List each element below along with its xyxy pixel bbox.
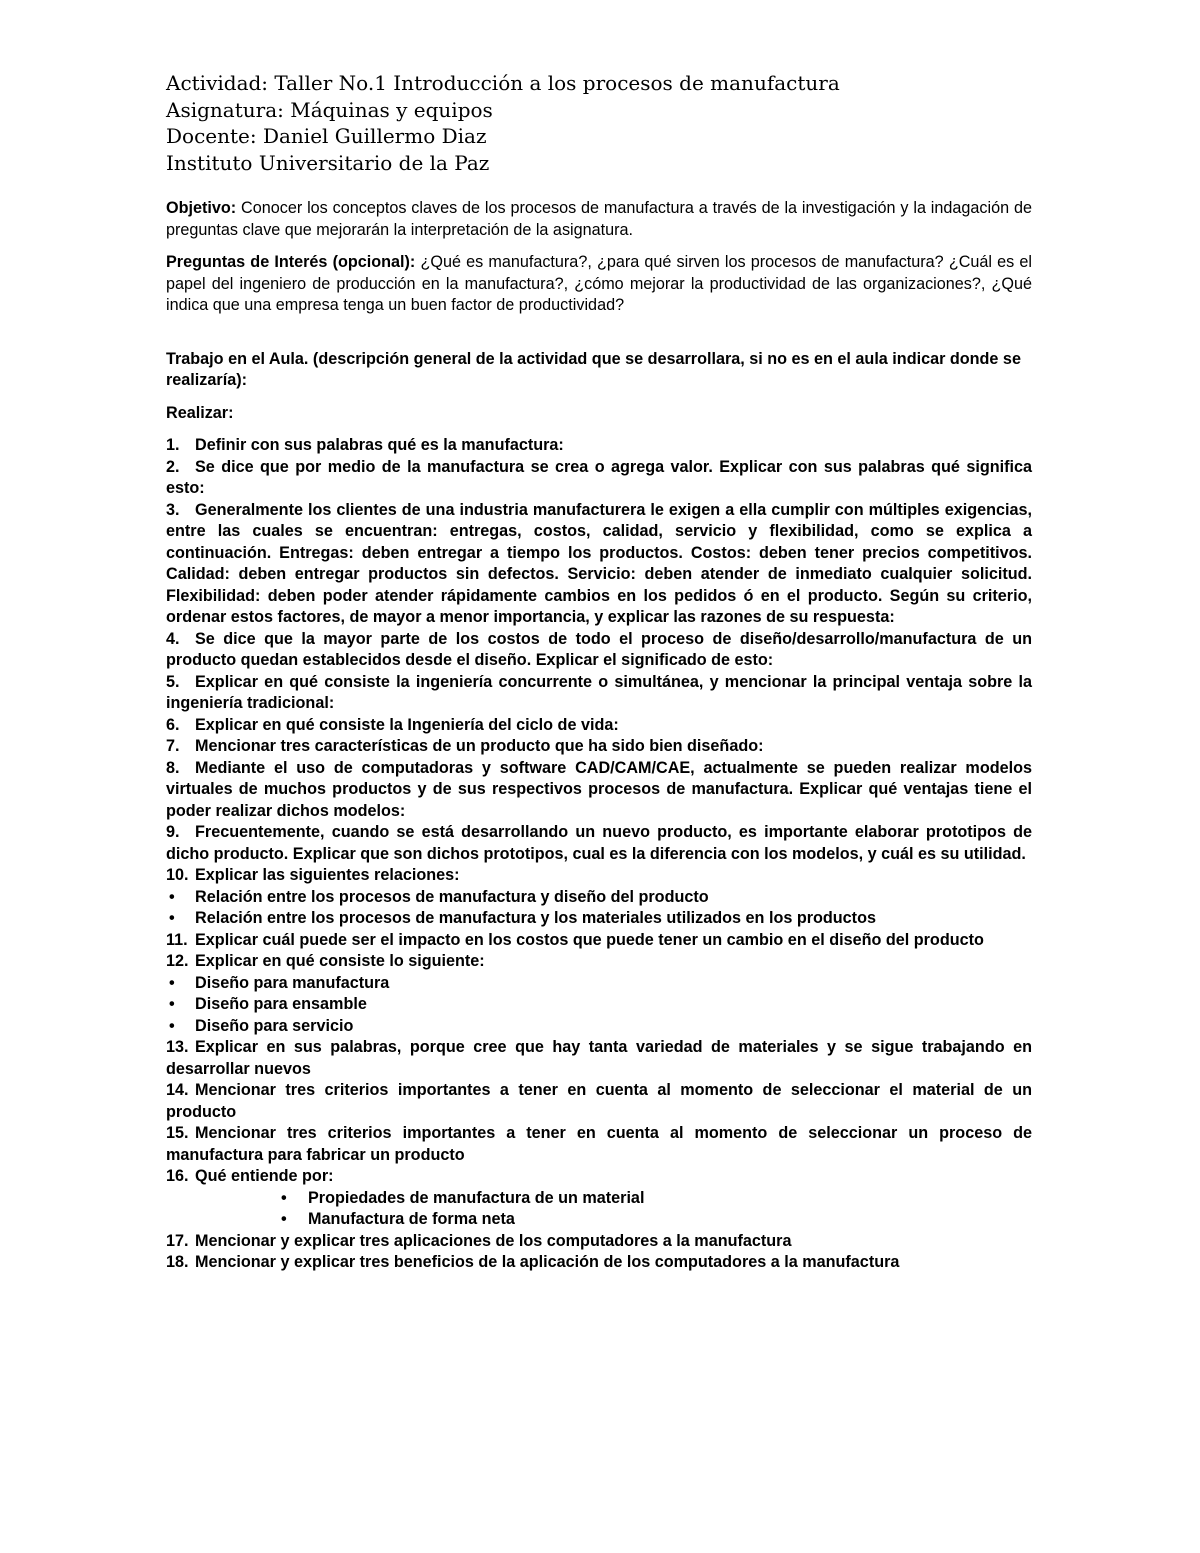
preguntas-label: Preguntas de Interés (opcional):: [166, 253, 416, 271]
question-number: 9.: [166, 823, 180, 841]
question-number: 6.: [166, 715, 180, 734]
question-text: Explicar cuál puede ser el impacto en los costos que puede tener un cambio en el diseño del producto: [195, 930, 984, 949]
question-number: 13.: [166, 1038, 189, 1056]
question-item: [166, 865, 1032, 887]
question-item: [166, 435, 1032, 457]
actividad-line: Actividad: Taller No.1 Introducción a los procesos de manufactura: [166, 71, 840, 95]
question-number: 14.: [166, 1081, 189, 1099]
document-header: [166, 70, 1032, 176]
question-item: [166, 822, 1032, 865]
question-text: Mediante el uso de computadoras y software CAD/CAM/CAE, actualmente se pueden realizar modelos virtuales de muchos productos y de sus respectivos procesos de manufactura. Explicar qué ventajas tiene el poder realizar dichos modelos:: [166, 758, 1032, 820]
question-item: [166, 457, 1032, 500]
realizar-heading: Realizar:: [166, 403, 234, 422]
question-number: 15.: [166, 1124, 189, 1142]
question-text: Explicar las siguientes relaciones:: [195, 866, 460, 884]
bullet-item: • Relación entre los procesos de manufactura y los materiales utilizados en los productos: [166, 908, 1032, 930]
question-item: [166, 1037, 1032, 1080]
question-number: 18.: [166, 1253, 189, 1271]
question-text: Se dice que la mayor parte de los costos de todo el proceso de diseño/desarrollo/manufactura de un producto quedan establecidos desde el diseño. Explicar el significado de esto:: [166, 629, 1032, 669]
question-item: [166, 1166, 1032, 1188]
question-item: [166, 1080, 1032, 1123]
objetivo-text: Conocer los conceptos claves de los procesos de manufactura a través de la investigación y la indagación de preguntas clave que mejorarán la interpretación de la asignatura.: [166, 199, 1032, 239]
question-text: Explicar en qué consiste lo siguiente:: [195, 952, 485, 970]
bullet-list: [166, 887, 1032, 930]
instituto-line: Instituto Universitario de la Paz: [166, 150, 490, 175]
question-number: 4.: [166, 629, 180, 648]
objetivo-paragraph: [166, 198, 1032, 241]
question-item: [166, 500, 1032, 629]
question-number: 7.: [166, 737, 180, 755]
bullet-list: [166, 1188, 1032, 1231]
bullet-item: • Diseño para ensamble: [166, 994, 1032, 1016]
question-text: Frecuentemente, cuando se está desarrollando un nuevo producto, es importante elaborar prototipos de dicho producto. Explicar que son dichos prototipos, cual es la diferencia con los modelos, y cuál es su utilidad.: [166, 823, 1032, 863]
question-number: 3.: [166, 500, 180, 519]
question-item: [166, 672, 1032, 715]
question-item: [166, 715, 1032, 737]
question-item: [166, 1123, 1032, 1166]
document-page: [166, 70, 1032, 1274]
question-text: Mencionar y explicar tres beneficios de la aplicación de los computadores a la manufactura: [195, 1253, 900, 1271]
bullet-item: • Manufactura de forma neta: [166, 1209, 1032, 1231]
question-number: 2.: [166, 457, 180, 476]
question-number: 12.: [166, 952, 189, 970]
question-text: Qué entiende por:: [195, 1167, 334, 1185]
question-number: 11.: [166, 930, 188, 949]
question-number: 10.: [166, 866, 189, 884]
asignatura-line: Asignatura: Máquinas y equipos: [166, 97, 493, 122]
bullet-group: [166, 887, 1032, 930]
question-list: [166, 435, 1032, 1274]
bullet-item: • Propiedades de manufactura de un material: [166, 1188, 1032, 1210]
question-text: Explicar en qué consiste la ingeniería concurrente o simultánea, y mencionar la principal ventaja sobre la ingeniería tradicional:: [166, 672, 1032, 712]
question-item: [166, 736, 1032, 758]
question-item: [166, 629, 1032, 672]
question-number: 1.: [166, 436, 180, 454]
question-item: [166, 1252, 1032, 1274]
bullet-list: [166, 973, 1032, 1038]
question-number: 16.: [166, 1167, 189, 1185]
question-number: 17.: [166, 1231, 189, 1250]
bullet-item: • Diseño para servicio: [166, 1016, 1032, 1038]
preguntas-paragraph: [166, 252, 1032, 317]
bullet-item: • Relación entre los procesos de manufactura y diseño del producto: [166, 887, 1032, 909]
bullet-item: • Diseño para manufactura: [166, 973, 1032, 995]
trabajo-heading: Trabajo en el Aula. (descripción general de la actividad que se desarrollara, si no es en el aula indicar donde se realizaría):: [166, 349, 1021, 389]
question-item: [166, 930, 1032, 952]
preguntas-text: ¿Qué es manufactura?, ¿para qué sirven los procesos de manufactura? ¿Cuál es el papel del ingeniero de producción en la manufactura?, ¿cómo mejorar la productividad de las organizaciones?, ¿Qué indica que una empresa tenga un buen factor de productividad?: [166, 253, 1032, 314]
question-text: Definir con sus palabras qué es la manufactura:: [195, 436, 564, 454]
bullet-group: [166, 1188, 1032, 1231]
bullet-group: [166, 973, 1032, 1038]
docente-line: Docente: Daniel Guillermo Diaz: [166, 124, 487, 148]
question-text: Mencionar tres características de un producto que ha sido bien diseñado:: [195, 737, 764, 755]
question-number: 8.: [166, 758, 180, 777]
question-item: [166, 758, 1032, 823]
question-text: Mencionar tres criterios importantes a tener en cuenta al momento de seleccionar un proceso de manufactura para fabricar un producto: [166, 1124, 1032, 1164]
question-text: Se dice que por medio de la manufactura se crea o agrega valor. Explicar con sus palabras qué significa esto:: [166, 457, 1032, 497]
question-text: Mencionar y explicar tres aplicaciones de los computadores a la manufactura: [195, 1231, 792, 1250]
question-item: [166, 1231, 1032, 1253]
question-text: Generalmente los clientes de una industria manufacturera le exigen a ella cumplir con múltiples exigencias, entre las cuales se encuentran: entregas, costos, calidad, servicio y flexibilidad, como se explica a continuación. Entregas: deben entregar a tiempo los productos. Costos: deben tener precios competitivos. Calidad: deben entregar productos sin defectos. Servicio: deben atender de inmediato cualquier solicitud. Flexibilidad: deben poder atender rápidamente cambios en los pedidos ó en el producto. Según su criterio, ordenar estos factores, de mayor a menor importancia, y explicar las razones de su respuesta:: [166, 500, 1032, 626]
objetivo-label: Objetivo:: [166, 199, 237, 217]
question-text: Explicar en sus palabras, porque cree que hay tanta variedad de materiales y se sigue trabajando en desarrollar nuevos: [166, 1038, 1032, 1078]
question-item: [166, 951, 1032, 973]
question-text: Explicar en qué consiste la Ingeniería del ciclo de vida:: [195, 715, 619, 734]
question-number: 5.: [166, 672, 180, 691]
question-text: Mencionar tres criterios importantes a tener en cuenta al momento de seleccionar el material de un producto: [166, 1081, 1032, 1121]
